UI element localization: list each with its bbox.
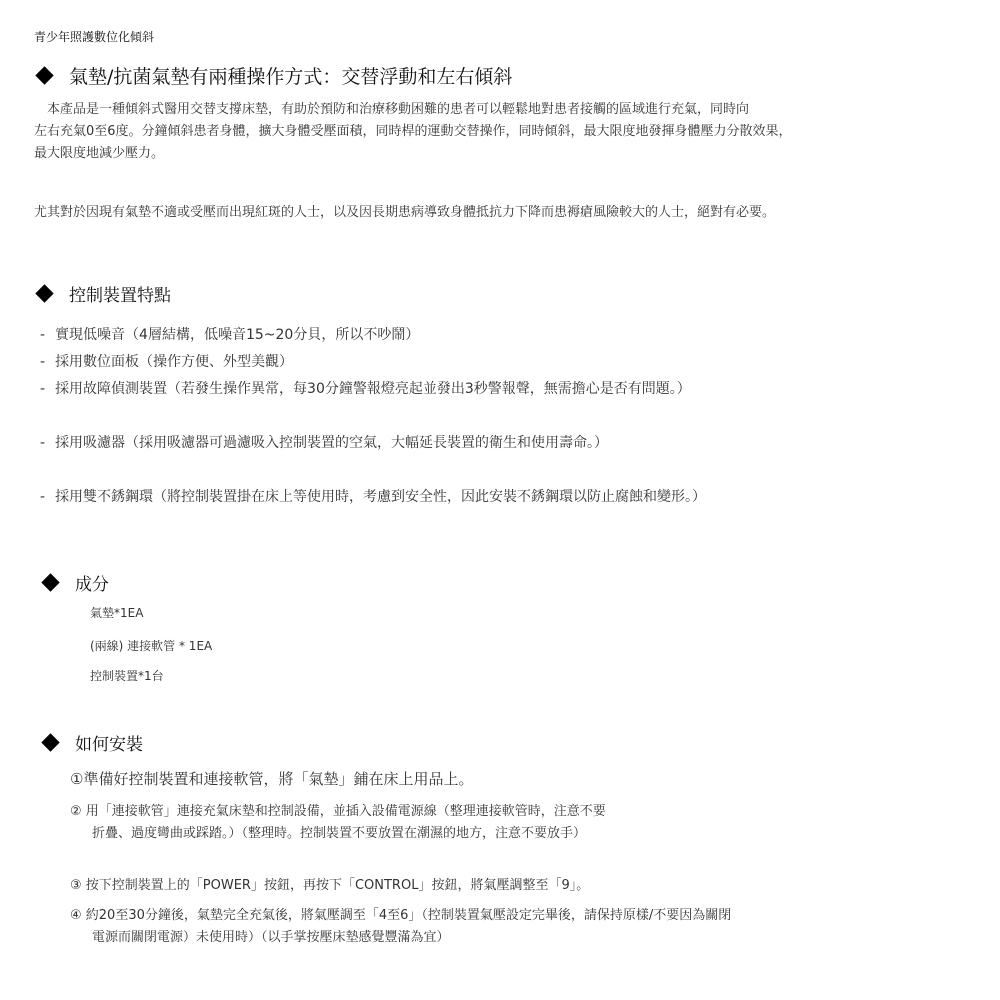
component-item: 控制裝置*1台 — [90, 669, 164, 683]
diamond-bullet-icon — [41, 573, 59, 591]
install-step-3 — [70, 875, 589, 897]
diamond-bullet-icon — [41, 733, 59, 751]
dash-bullet: - — [40, 435, 46, 451]
feature-text: 採用吸濾器（採用吸濾器可過濾吸入控制裝置的空氣，大幅延長裝置的衛生和使用壽命。） — [55, 435, 609, 451]
feature-text: 採用雙不銹鋼環（將控制裝置掛在床上等使用時，考慮到安全性，因此安裝不銹鋼環以防止腐蝕和變形。） — [55, 489, 707, 505]
intro-paragraph-line: 本產品是一種傾斜式醫用交替支撐床墊，有助於預防和治療移動困難的患者可以輕鬆地對患者接觸的區域進行充氣，同時向 — [34, 102, 750, 117]
install-step-text: 折疊、過度彎曲或踩踏。）（整理時。控制裝置不要放置在潮濕的地方，注意不要放手） — [92, 826, 587, 841]
install-step-2 — [70, 801, 606, 845]
intro-paragraph-line: 尤其對於因現有氣墊不適或受壓而出現紅斑的人士，以及因長期患病導致身體抵抗力下降而患褥瘡風險較大的人士，絕對有必要。 — [34, 205, 776, 220]
install-step-text: ④ 約20至30分鐘後，氣墊完全充氣後，將氣壓調至「4至6」（控制裝置氣壓設定完畢後，請保持原樣/不要因為關閉 — [70, 908, 732, 923]
component-item: (兩線) 連接軟管 * 1EA — [90, 639, 213, 653]
intro-paragraph-line: 左右充氣0至6度。分鐘傾斜患者身體，擴大身體受壓面積，同時桿的運動交替操作，同時傾斜，最大限度地發揮身體壓力分散效果， — [34, 124, 792, 139]
feature-item-low-noise — [40, 324, 419, 344]
intro-paragraph-1 — [34, 99, 974, 165]
intro-paragraph-2 — [34, 202, 974, 224]
install-step-text: 電源而關閉電源）未使用時）（以手掌按壓床墊感覺豐滿為宜） — [92, 930, 450, 945]
component-item: 氣墊*1EA — [90, 606, 144, 620]
installation-heading — [44, 730, 143, 755]
feature-item-fault-detection — [40, 378, 691, 398]
installation-heading-text: 如何安裝 — [75, 735, 143, 755]
dash-bullet: - — [40, 381, 46, 397]
install-step-4 — [70, 905, 731, 949]
feature-item-digital-panel — [40, 351, 293, 371]
diamond-bullet-icon — [35, 284, 53, 302]
feature-text: 實現低噪音（4層結構，低噪音15~20分貝，所以不吵鬧） — [55, 327, 420, 343]
install-step-1 — [70, 768, 473, 790]
install-step-text: ①準備好控制裝置和連接軟管，將「氣墊」鋪在床上用品上。 — [70, 770, 474, 788]
feature-item-filter — [40, 432, 608, 452]
feature-text: 採用數位面板（操作方便、外型美觀） — [55, 354, 294, 370]
document-top-label: 青少年照護數位化傾斜 — [34, 30, 155, 44]
intro-heading-text: 氣墊/抗菌氣墊有兩種操作方式：交替浮動和左右傾斜 — [69, 66, 513, 88]
features-heading-text: 控制裝置特點 — [69, 286, 171, 306]
features-heading — [38, 281, 171, 306]
components-heading — [44, 570, 109, 595]
intro-paragraph-line: 最大限度地減少壓力。 — [34, 146, 165, 161]
intro-heading — [38, 62, 512, 89]
install-step-text: ③ 按下控制裝置上的「POWER」按鈕，再按下「CONTROL」按鈕，將氣壓調整至「9」。 — [70, 878, 590, 893]
install-step-text: ② 用「連接軟管」連接充氣床墊和控制設備，並插入設備電源線（整理連接軟管時，注意不要 — [70, 804, 606, 819]
dash-bullet: - — [40, 354, 46, 370]
dash-bullet: - — [40, 327, 46, 343]
feature-text: 採用故障偵測裝置（若發生操作異常，每30分鐘警報燈亮起並發出3秒警報聲，無需擔心是否有問題。） — [55, 381, 691, 397]
dash-bullet: - — [40, 489, 46, 505]
components-heading-text: 成分 — [75, 575, 109, 595]
feature-item-steel-ring — [40, 486, 706, 506]
diamond-bullet-icon — [35, 66, 53, 84]
